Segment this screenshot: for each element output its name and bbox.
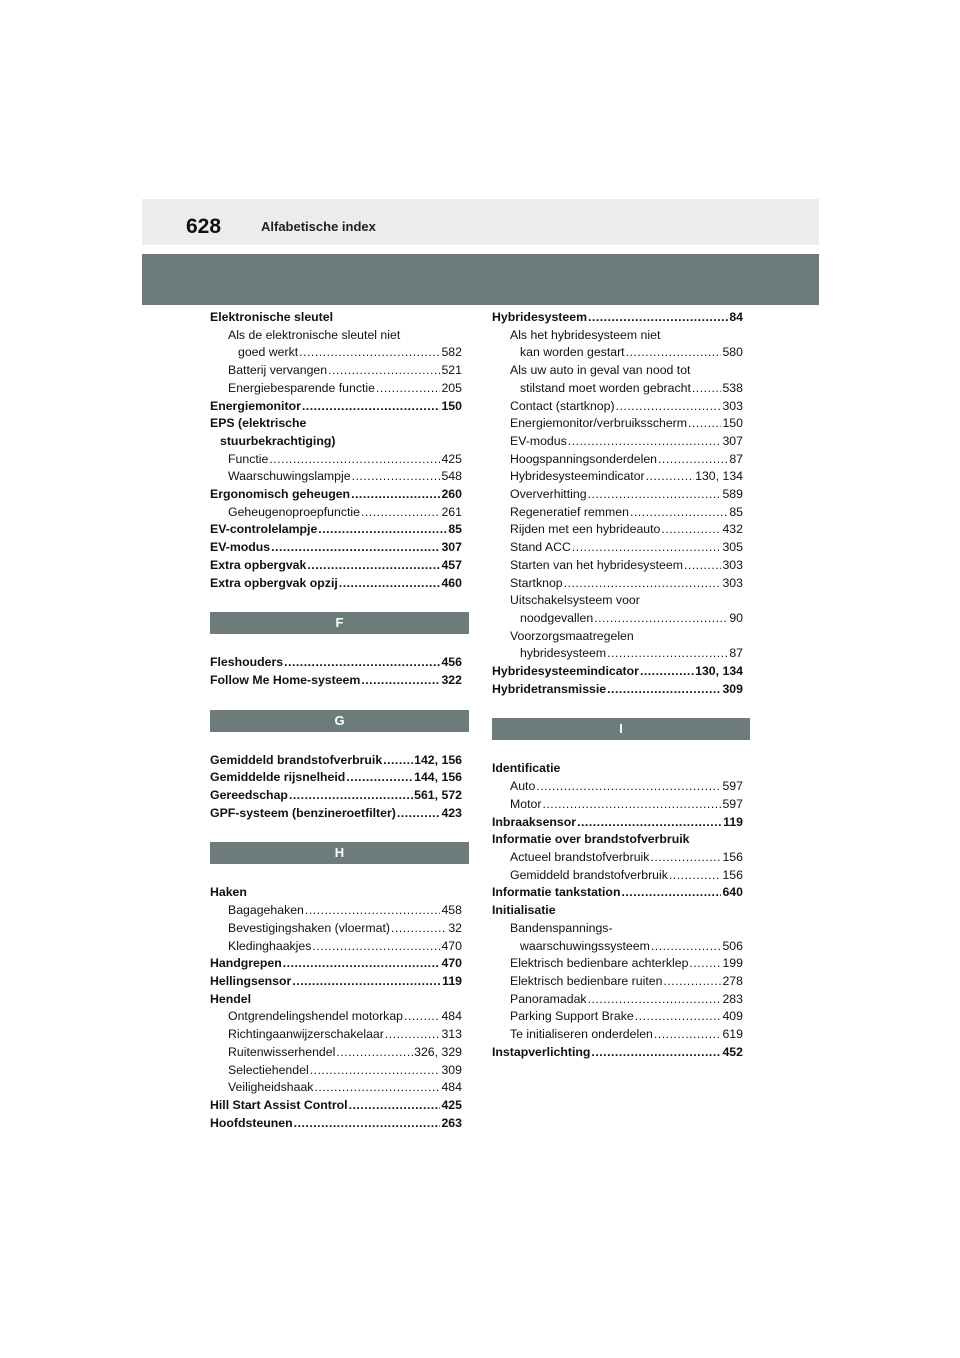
- index-subentry: waarschuwingssysteem ..... 506: [492, 938, 743, 956]
- index-subentry: Regeneratief remmen ..... 85: [492, 504, 743, 522]
- section-title: Alfabetische index: [261, 219, 376, 234]
- index-subentry: Voorzorgsmaatregelen: [510, 628, 634, 643]
- index-entry: Hybridesysteemindicator ..... 130, 134: [492, 663, 743, 681]
- index-subentry: Selectiehendel ..... 309: [210, 1062, 462, 1080]
- letter-heading-f: F: [210, 612, 469, 634]
- index-entry: Gereedschap ..... 561, 572: [210, 787, 462, 805]
- index-column-right: [492, 309, 743, 1061]
- index-subentry: Motor ..... 597: [492, 796, 743, 814]
- index-subentry: Parking Support Brake ..... 409: [492, 1008, 743, 1026]
- index-subentry: Rijden met een hybrideauto ..... 432: [492, 521, 743, 539]
- index-subentry: Ontgrendelingshendel motorkap ..... 484: [210, 1008, 462, 1026]
- index-entry: Hybridesysteem ..... 84: [492, 309, 743, 327]
- index-subentry: Contact (startknop) ..... 303: [492, 398, 743, 416]
- index-entry: Hellingsensor ..... 119: [210, 973, 462, 991]
- index-subentry: kan worden gestart ..... 580: [492, 344, 743, 362]
- index-entry-continuation: stuurbekrachtiging): [220, 433, 336, 448]
- index-subentry: Oververhitting ..... 589: [492, 486, 743, 504]
- index-subentry: EV-modus ..... 307: [492, 433, 743, 451]
- index-subentry: Functie ..... 425: [210, 451, 462, 469]
- index-entry: EPS (elektrische: [210, 416, 307, 431]
- index-subentry: Uitschakelsysteem voor: [510, 593, 640, 608]
- index-subentry: Starten van het hybridesysteem ..... 303: [492, 557, 743, 575]
- index-entry: Energiemonitor ..... 150: [210, 398, 462, 416]
- header-band: [142, 254, 819, 305]
- index-entry: Ergonomisch geheugen ..... 260: [210, 486, 462, 504]
- index-entry: EV-controlelampje ..... 85: [210, 521, 462, 539]
- index-subentry: Hoogspanningsonderdelen ..... 87: [492, 451, 743, 469]
- index-subentry: Actueel brandstofverbruik ..... 156: [492, 849, 743, 867]
- index-subentry: Bevestigingshaken (vloermat) ..... 32: [210, 920, 462, 938]
- index-entry: Gemiddeld brandstofverbruik ..... 142, 156: [210, 752, 462, 770]
- index-subentry: Veiligheidshaak ..... 484: [210, 1079, 462, 1097]
- index-subentry: Elektrisch bedienbare achterklep ..... 199: [492, 955, 743, 973]
- index-subentry: Panoramadak ..... 283: [492, 991, 743, 1009]
- index-subentry: goed werkt ..... 582: [210, 344, 462, 362]
- index-subentry: Energiebesparende functie ..... 205: [210, 380, 462, 398]
- index-entry: Extra opbergvak ..... 457: [210, 557, 462, 575]
- page-number: 628: [186, 215, 222, 238]
- index-subentry: stilstand moet worden gebracht ..... 538: [492, 380, 743, 398]
- index-entry: Follow Me Home-systeem ..... 322: [210, 672, 462, 690]
- header-bar: [142, 199, 819, 245]
- index-subentry: Ruitenwisserhendel ..... 326, 329: [210, 1044, 462, 1062]
- index-entry: Gemiddelde rijsnelheid ..... 144, 156: [210, 769, 462, 787]
- index-subentry: Bandenspannings-: [510, 920, 613, 935]
- index-entry: Informatie over brandstofverbruik: [492, 832, 690, 847]
- index-subentry: Waarschuwingslampje ..... 548: [210, 468, 462, 486]
- index-entry: Hill Start Assist Control ..... 425: [210, 1097, 462, 1115]
- index-subentry: Als de elektronische sleutel niet: [228, 327, 401, 342]
- index-subentry: Auto ..... 597: [492, 778, 743, 796]
- index-column-left: [210, 309, 462, 1132]
- index-subentry: Stand ACC ..... 305: [492, 539, 743, 557]
- letter-heading-i: I: [492, 718, 750, 740]
- index-subentry: Gemiddeld brandstofverbruik ..... 156: [492, 867, 743, 885]
- index-subentry: Te initialiseren onderdelen ..... 619: [492, 1026, 743, 1044]
- index-entry: EV-modus ..... 307: [210, 539, 462, 557]
- index-entry: Initialisatie: [492, 903, 556, 918]
- index-subentry: Geheugenoproepfunctie ..... 261: [210, 504, 462, 522]
- index-entry: Instapverlichting ..... 452: [492, 1044, 743, 1062]
- index-entry: Hybridetransmissie ..... 309: [492, 681, 743, 699]
- index-entry: Handgrepen ..... 470: [210, 955, 462, 973]
- index-entry: Inbraaksensor ..... 119: [492, 814, 743, 832]
- index-entry: Elektronische sleutel: [210, 310, 334, 324]
- index-entry: Extra opbergvak opzij ..... 460: [210, 575, 462, 593]
- index-entry: Identificatie: [492, 761, 561, 776]
- index-subentry: Startknop ..... 303: [492, 575, 743, 593]
- index-entry: Hendel: [210, 991, 251, 1006]
- index-subentry: Als het hybridesysteem niet: [510, 327, 661, 342]
- index-entry: Fleshouders ..... 456: [210, 654, 462, 672]
- index-subentry: noodgevallen ..... 90: [492, 610, 743, 628]
- index-subentry: Kledinghaakjes ..... 470: [210, 938, 462, 956]
- index-subentry: Als uw auto in geval van nood tot: [510, 363, 691, 378]
- index-subentry: Hybridesysteemindicator ..... 130, 134: [492, 468, 743, 486]
- index-entry: Informatie tankstation ..... 640: [492, 884, 743, 902]
- letter-heading-h: H: [210, 842, 469, 864]
- index-entry: Hoofdsteunen ..... 263: [210, 1115, 462, 1133]
- letter-heading-g: G: [210, 710, 469, 732]
- index-subentry: Elektrisch bedienbare ruiten ..... 278: [492, 973, 743, 991]
- index-subentry: Bagagehaken ..... 458: [210, 902, 462, 920]
- index-subentry: Energiemonitor/verbruiksscherm ..... 150: [492, 415, 743, 433]
- index-subentry: hybridesysteem ..... 87: [492, 645, 743, 663]
- index-subentry: Batterij vervangen ..... 521: [210, 362, 462, 380]
- index-subentry: Richtingaanwijzerschakelaar ..... 313: [210, 1026, 462, 1044]
- index-entry: Haken: [210, 885, 247, 900]
- index-entry: GPF-systeem (benzineroetfilter) ..... 423: [210, 805, 462, 823]
